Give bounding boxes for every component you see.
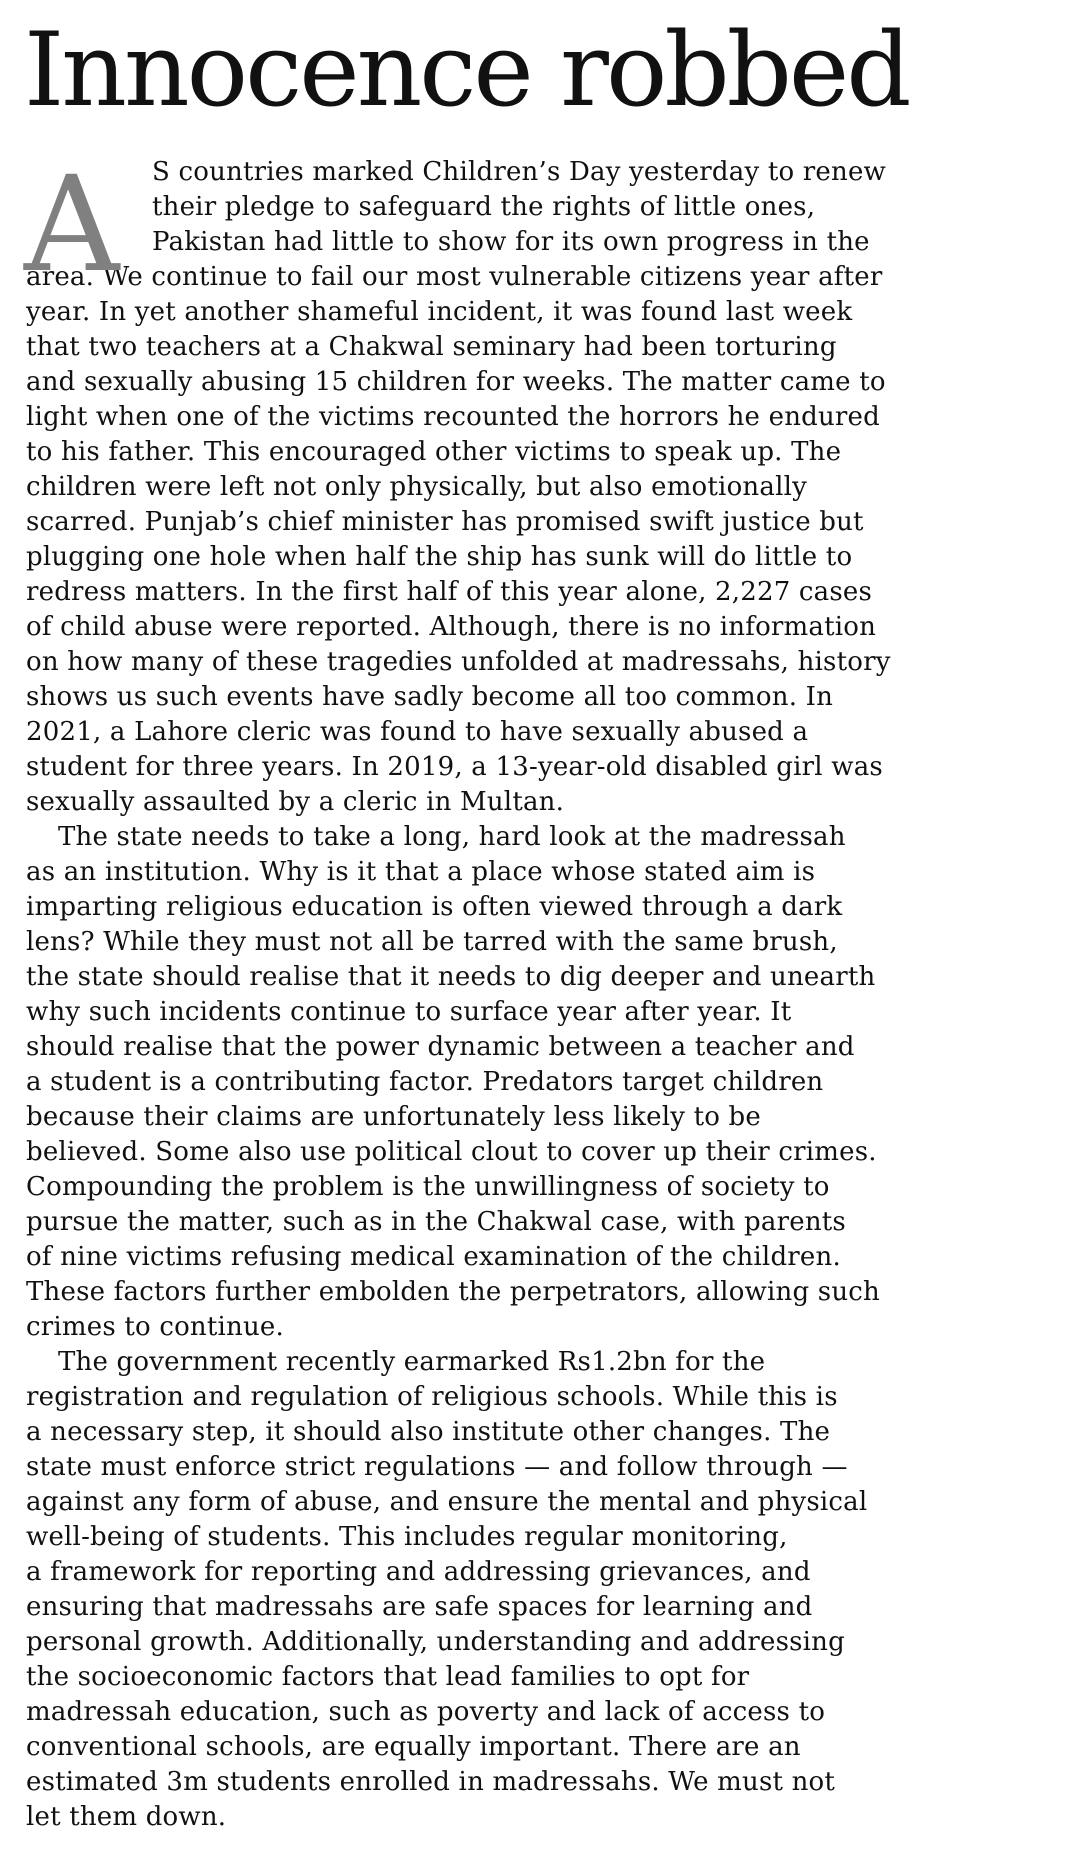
text-line: their pledge to safeguard the rights of little ones, [152,192,816,222]
editorial-page [26,0,1070,1835]
text-line: registration and regulation of religious schools. While this is [26,1382,838,1412]
text-line: year. In yet another shameful incident, it was found last week [26,297,853,327]
text-line: children were left not only physically, but also emotionally [26,472,807,502]
text-line: The government recently earmarked Rs1.2bn for the [58,1347,766,1377]
text-line: lens? While they must not all be tarred with the same brush, [26,927,838,957]
text-line: madressah education, such as poverty and lack of access to [26,1697,826,1727]
paragraph-3 [26,1345,1070,1835]
text-line: against any form of abuse, and ensure the mental and physical [26,1487,868,1517]
text-line: on how many of these tragedies unfolded at madressahs, history [26,647,891,677]
text-line: as an institution. Why is it that a place whose stated aim is [26,857,816,887]
text-line: should realise that the power dynamic between a teacher and [26,1032,855,1062]
text-line: personal growth. Additionally, understanding and addressing [26,1627,845,1657]
text-line: and sexually abusing 15 children for weeks. The matter came to [26,367,886,397]
text-line: The state needs to take a long, hard look at the madressah [58,822,846,852]
paragraph-2 [26,820,1070,1345]
text-line: pursue the matter, such as in the Chakwal case, with parents [26,1207,846,1237]
text-line: that two teachers at a Chakwal seminary had been torturing [26,332,837,362]
text-line: sexually assaulted by a cleric in Multan. [26,787,565,817]
text-line: 2021, a Lahore cleric was found to have sexually abused a [26,717,809,747]
text-line: let them down. [26,1802,227,1832]
text-line: why such incidents continue to surface year after year. It [26,997,792,1027]
text-line: conventional schools, are equally important. There are an [26,1732,801,1762]
text-line: believed. Some also use political clout to cover up their crimes. [26,1137,877,1167]
text-line: S countries marked Children’s Day yesterday to renew [152,157,886,187]
text-line: estimated 3m students enrolled in madressahs. We must not [26,1767,836,1797]
paragraph-1-lines [24,148,1070,820]
text-line: area. We continue to fail our most vulnerable citizens year after [26,262,883,292]
text-line: to his father. This encouraged other victims to speak up. The [26,437,842,467]
text-line: light when one of the victims recounted the horrors he endured [26,402,880,432]
text-line: crimes to continue. [26,1312,284,1342]
text-line: plugging one hole when half the ship has sunk will do little to [26,542,853,572]
text-line: of child abuse were reported. Although, there is no information [26,612,877,642]
text-line: Compounding the problem is the unwillingness of society to [26,1172,830,1202]
text-line: ensuring that madressahs are safe spaces for learning and [26,1592,813,1622]
text-line: imparting religious education is often viewed through a dark [26,892,843,922]
text-line: state must enforce strict regulations — and follow through — [26,1452,848,1482]
text-line: student for three years. In 2019, a 13-year-old disabled girl was [26,752,883,782]
text-line: the state should realise that it needs to dig deeper and unearth [26,962,876,992]
text-line: scarred. Punjab’s chief minister has promised swift justice but [26,507,864,537]
text-line: shows us such events have sadly become all too common. In [26,682,834,712]
text-line: Pakistan had little to show for its own progress in the [152,227,870,257]
text-line: well-being of students. This includes regular monitoring, [26,1522,788,1552]
drop-cap: A [24,148,120,302]
text-line: of nine victims refusing medical examination of the children. [26,1242,841,1272]
headline: Innocence robbed [24,11,909,130]
text-line: a student is a contributing factor. Predators target children [26,1067,824,1097]
text-line: the socioeconomic factors that lead families to opt for [26,1662,750,1692]
text-line: a framework for reporting and addressing grievances, and [26,1557,811,1587]
text-line: because their claims are unfortunately less likely to be [26,1102,761,1132]
text-line: These factors further embolden the perpetrators, allowing such [26,1277,880,1307]
article-body [24,148,1070,1835]
text-line: redress matters. In the first half of this year alone, 2,227 cases [26,577,873,607]
paragraph-1 [24,148,1070,820]
text-line: a necessary step, it should also institute other changes. The [26,1417,831,1447]
